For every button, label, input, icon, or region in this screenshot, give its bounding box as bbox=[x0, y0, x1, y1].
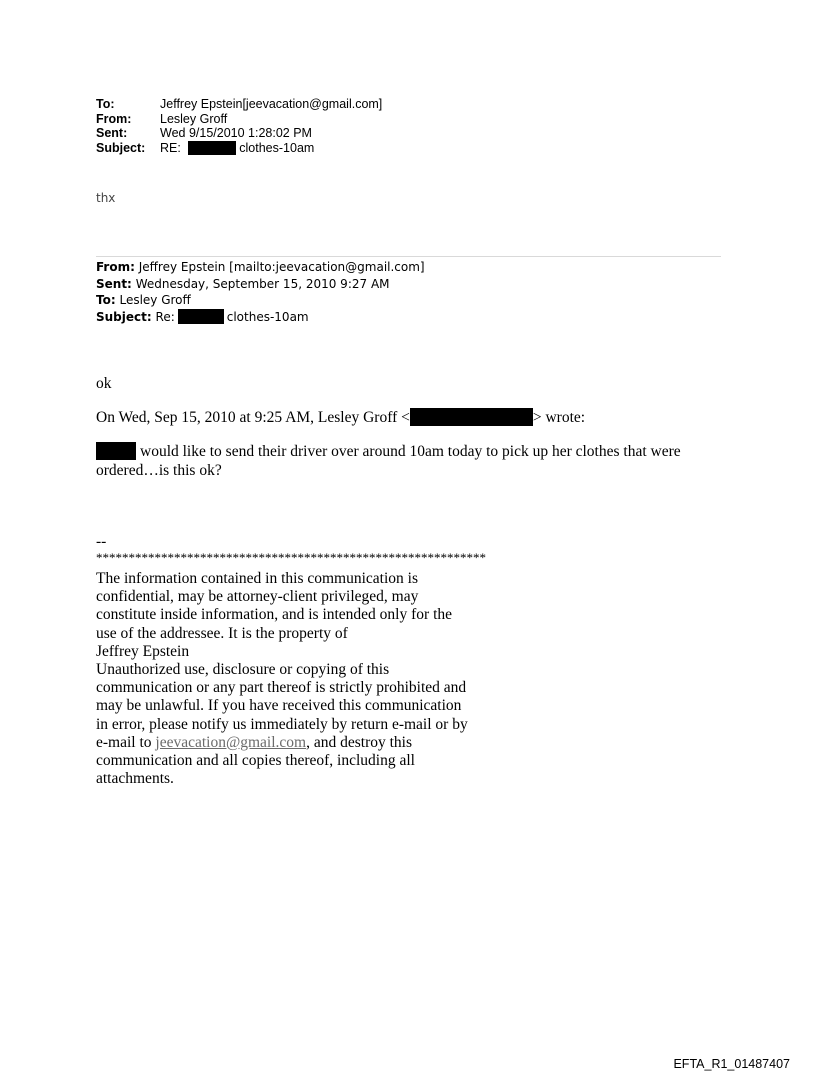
attribution-suffix: > wrote: bbox=[532, 409, 586, 426]
redaction-box bbox=[96, 442, 136, 460]
quoted-subject-suffix: clothes-10am bbox=[226, 309, 309, 324]
subject-row bbox=[96, 141, 382, 156]
subject-prefix: RE: bbox=[160, 140, 181, 155]
redaction-box bbox=[410, 408, 533, 426]
disclaimer-owner: Jeffrey Epstein bbox=[96, 642, 190, 660]
sent-value: Wed 9/15/2010 1:28:02 PM bbox=[160, 126, 312, 140]
signature-dash: -- bbox=[96, 533, 107, 550]
disclaimer-part2: Unauthorized use, disclosure or copying of this communication or any part thereof is strictly prohibited and may be unlawful. If you have received this communication in error, please notify us immediately by return e-mail or by e-mail to bbox=[96, 661, 468, 751]
reply-text: thx bbox=[96, 191, 116, 205]
quoted-to-row bbox=[96, 292, 425, 309]
redaction-box bbox=[178, 309, 224, 324]
sent-row bbox=[96, 126, 382, 141]
quoted-from-label: From: bbox=[96, 260, 135, 274]
quoted-from-value: Jeffrey Epstein [mailto:jeevacation@gmail.com] bbox=[138, 260, 425, 274]
from-label: From: bbox=[96, 111, 132, 126]
document-id: EFTA_R1_01487407 bbox=[673, 1057, 790, 1071]
from-row bbox=[96, 112, 382, 127]
quoted-sent-row bbox=[96, 276, 425, 293]
quoted-to-value: Lesley Groff bbox=[119, 293, 191, 307]
email-link[interactable]: jeevacation@gmail.com bbox=[155, 733, 307, 751]
disclaimer-part1: The information contained in this communication is confidential, may be attorney-client privileged, may constitute inside information, and is intended only for the use of the addressee. It is the property of bbox=[96, 570, 453, 642]
subject-label: Subject: bbox=[96, 140, 146, 155]
confidentiality-disclaimer bbox=[96, 570, 476, 788]
quoted-sent-label: Sent: bbox=[96, 276, 132, 291]
quoted-subject-row bbox=[96, 309, 425, 326]
to-value: Jeffrey Epstein[jeevacation@gmail.com] bbox=[160, 97, 383, 111]
reply-attribution bbox=[96, 408, 585, 427]
quoted-subject-label: Subject: bbox=[96, 309, 152, 324]
to-label: To: bbox=[96, 97, 115, 111]
signature-stars: ************************************************************ bbox=[96, 550, 486, 565]
attribution-prefix: On Wed, Sep 15, 2010 at 9:25 AM, Lesley Groff < bbox=[96, 409, 410, 426]
quoted-to-label: To: bbox=[96, 293, 116, 307]
divider bbox=[96, 256, 721, 257]
email-header bbox=[96, 97, 382, 155]
quoted-sent-value: Wednesday, September 15, 2010 9:27 AM bbox=[135, 276, 390, 291]
sent-label: Sent: bbox=[96, 126, 128, 140]
message-text: would like to send their driver over around 10am today to pick up her clothes that were ordered…is this ok? bbox=[96, 443, 681, 479]
quoted-subject-prefix: Re: bbox=[155, 309, 175, 324]
original-message bbox=[96, 442, 736, 480]
from-value: Lesley Groff bbox=[160, 111, 228, 126]
to-row bbox=[96, 97, 382, 112]
subject-suffix: clothes-10am bbox=[239, 140, 315, 155]
quoted-header bbox=[96, 259, 425, 325]
disclaimer-part3: , and destroy this communication and all copies thereof, including all attachments. bbox=[96, 733, 415, 788]
redaction-box bbox=[188, 141, 236, 155]
quoted-from-row bbox=[96, 259, 425, 276]
ok-text: ok bbox=[96, 375, 112, 392]
